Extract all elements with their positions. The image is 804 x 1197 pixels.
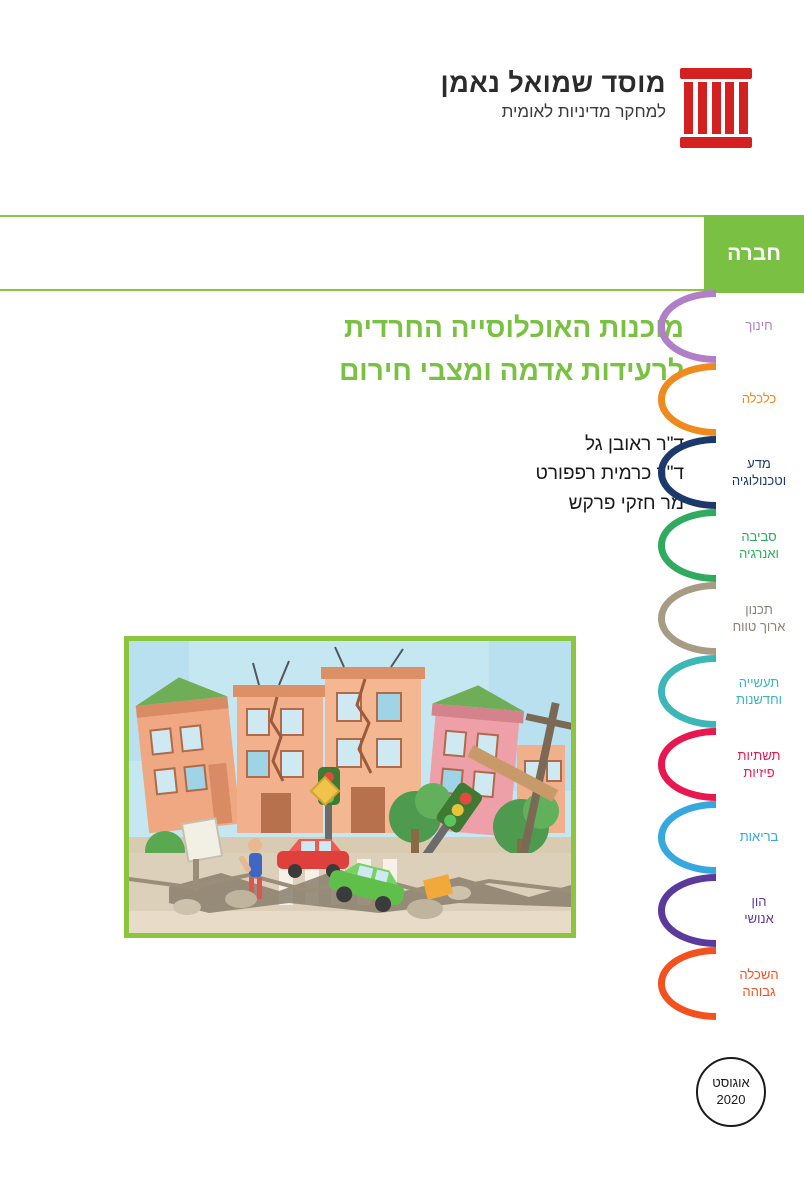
page-title [214, 306, 684, 393]
rail-label-3 [720, 529, 798, 562]
author-name: ד"ר ראובן גל [584, 434, 684, 455]
rail-label-line-2: וחדשנות [735, 691, 783, 707]
rail-arc-7 [658, 801, 716, 874]
topic-rail [654, 290, 804, 1020]
author-name: מר חזקי פרקש [568, 492, 684, 514]
category-band [0, 215, 804, 293]
cover-illustration [124, 636, 576, 938]
seal-month: אוגוסט [712, 1075, 750, 1091]
rail-arc-1 [658, 363, 716, 436]
rail-item-2[interactable] [654, 436, 804, 509]
rail-item-3[interactable] [654, 509, 804, 582]
organization-logo [441, 68, 752, 148]
author-name: ד"ר כרמית רפפורט [535, 463, 684, 485]
rail-label-line-2: אנושי [744, 910, 774, 926]
rail-item-6[interactable] [654, 728, 804, 801]
rail-item-5[interactable] [654, 655, 804, 728]
category-tab-label: חברה [727, 242, 781, 265]
rail-item-9[interactable] [654, 947, 804, 1020]
logo-columns [684, 82, 748, 134]
rail-label-line-1: מדע [747, 456, 771, 472]
rail-item-1[interactable] [654, 363, 804, 436]
rail-item-7[interactable] [654, 801, 804, 874]
rail-label-line-1: השכלה [739, 967, 779, 983]
rail-arc-0 [658, 290, 716, 363]
rail-label-8 [720, 894, 798, 927]
rail-item-8[interactable] [654, 874, 804, 947]
rail-label-line-1: הון [751, 894, 767, 910]
rail-label-0 [720, 318, 798, 334]
page-title-line-2: לרעידות אדמה ומצבי חירום [339, 355, 684, 387]
logo-title: מוסד שמואל נאמן [440, 68, 666, 98]
rail-arc-4 [658, 582, 716, 655]
rail-label-line-2: פיזיות [743, 764, 775, 780]
rail-arc-8 [658, 874, 716, 947]
rail-label-line-2: ואנרגיה [739, 545, 779, 561]
rail-label-9 [720, 967, 798, 1000]
rail-label-line-1: תכנון [745, 602, 773, 618]
rail-arc-3 [658, 509, 716, 582]
rail-item-4[interactable] [654, 582, 804, 655]
rail-label-4 [720, 602, 798, 635]
publication-date-seal [696, 1057, 766, 1127]
rail-label-1 [720, 391, 798, 407]
rail-arc-6 [658, 728, 716, 801]
rail-label-7 [720, 829, 798, 845]
band-rules [0, 215, 742, 291]
category-tab [704, 215, 804, 293]
rail-label-line-1: חינוך [745, 318, 773, 334]
author-list [244, 430, 684, 518]
rail-label-line-1: כלכלה [741, 391, 777, 407]
rail-label-5 [720, 675, 798, 708]
page-title-line-1: מוכנות האוכלוסייה החרדית [343, 312, 684, 343]
logo-subtitle: למחקר מדיניות לאומית [501, 102, 666, 122]
rail-label-line-1: בריאות [739, 829, 779, 845]
rail-label-6 [720, 748, 798, 781]
rail-arc-2 [658, 436, 716, 509]
rail-label-line-2: ארוך טווח [732, 618, 786, 634]
rail-arc-5 [658, 655, 716, 728]
rail-label-line-1: תשתיות [737, 748, 781, 764]
logo-base [680, 137, 752, 148]
rail-label-line-1: סביבה [741, 529, 777, 545]
logo-text [441, 68, 666, 122]
earthquake-city-illustration [129, 641, 571, 933]
logo-cap [680, 68, 752, 79]
seal-year: 2020 [716, 1092, 746, 1107]
rail-arc-9 [658, 947, 716, 1020]
rail-label-2 [720, 456, 798, 489]
rail-label-line-2: גבוהה [742, 983, 776, 999]
rail-item-0[interactable] [654, 290, 804, 363]
rail-label-line-1: תעשייה [738, 675, 780, 691]
rail-label-line-2: וטכנולוגיה [731, 472, 787, 488]
pillar-logo-icon [680, 68, 752, 148]
